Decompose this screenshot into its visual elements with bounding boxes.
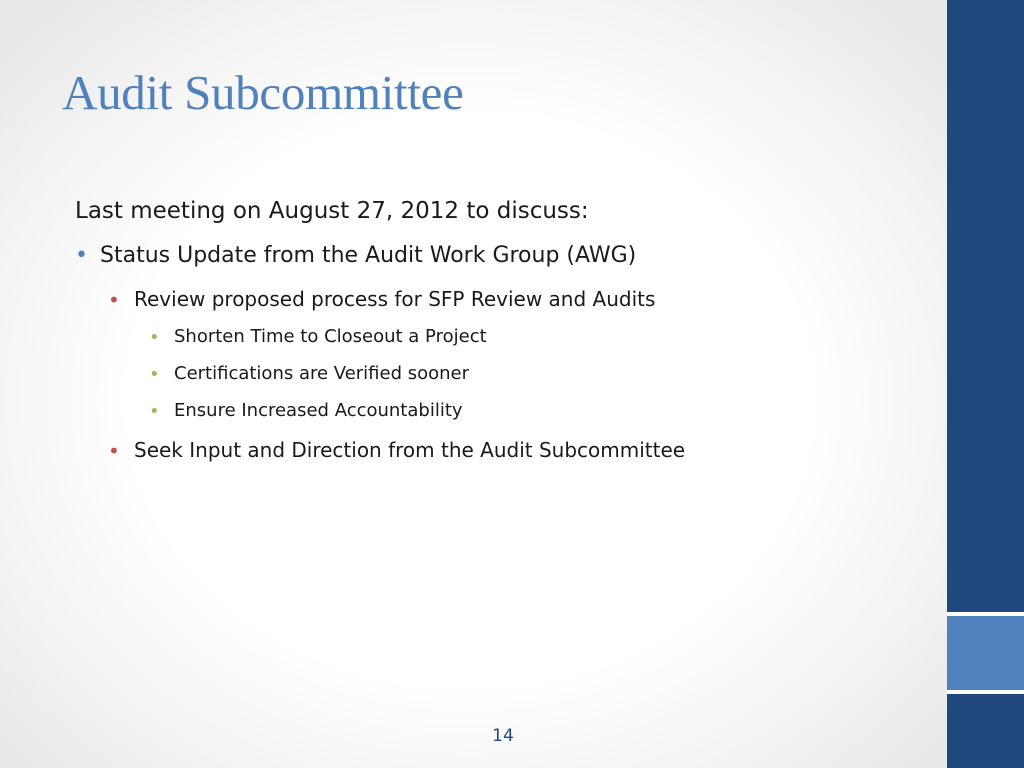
bullet-level2-seek-input: Seek Input and Direction from the Audit Subcommittee [134, 438, 686, 462]
sidebar-dark-block [947, 0, 1024, 612]
bullet-dot-level3: • [149, 364, 160, 385]
bullet-dot-level3: • [149, 327, 160, 348]
page-number: 14 [492, 726, 514, 746]
bullet-level1-awg-status: Status Update from the Audit Work Group (AWG) [100, 243, 637, 268]
slide-title: Audit Subcommittee [62, 65, 464, 120]
bullet-level2-review-process: Review proposed process for SFP Review and Audits [134, 287, 656, 311]
bullet-dot-level3: • [149, 401, 160, 422]
sidebar-dark-block-bottom [947, 694, 1024, 768]
sidebar-accent-block [947, 616, 1024, 690]
bullet-level3-certifications: Certifications are Verified sooner [174, 363, 470, 384]
bullet-level3-accountability: Ensure Increased Accountability [174, 400, 463, 421]
bullet-dot-level1: • [75, 243, 88, 268]
intro-line: Last meeting on August 27, 2012 to discuss: [75, 198, 589, 224]
bullet-dot-level2: • [108, 288, 120, 312]
bullet-dot-level2: • [108, 439, 120, 463]
bullet-level3-shorten-closeout: Shorten Time to Closeout a Project [174, 326, 487, 347]
sidebar-decoration [947, 0, 1024, 768]
